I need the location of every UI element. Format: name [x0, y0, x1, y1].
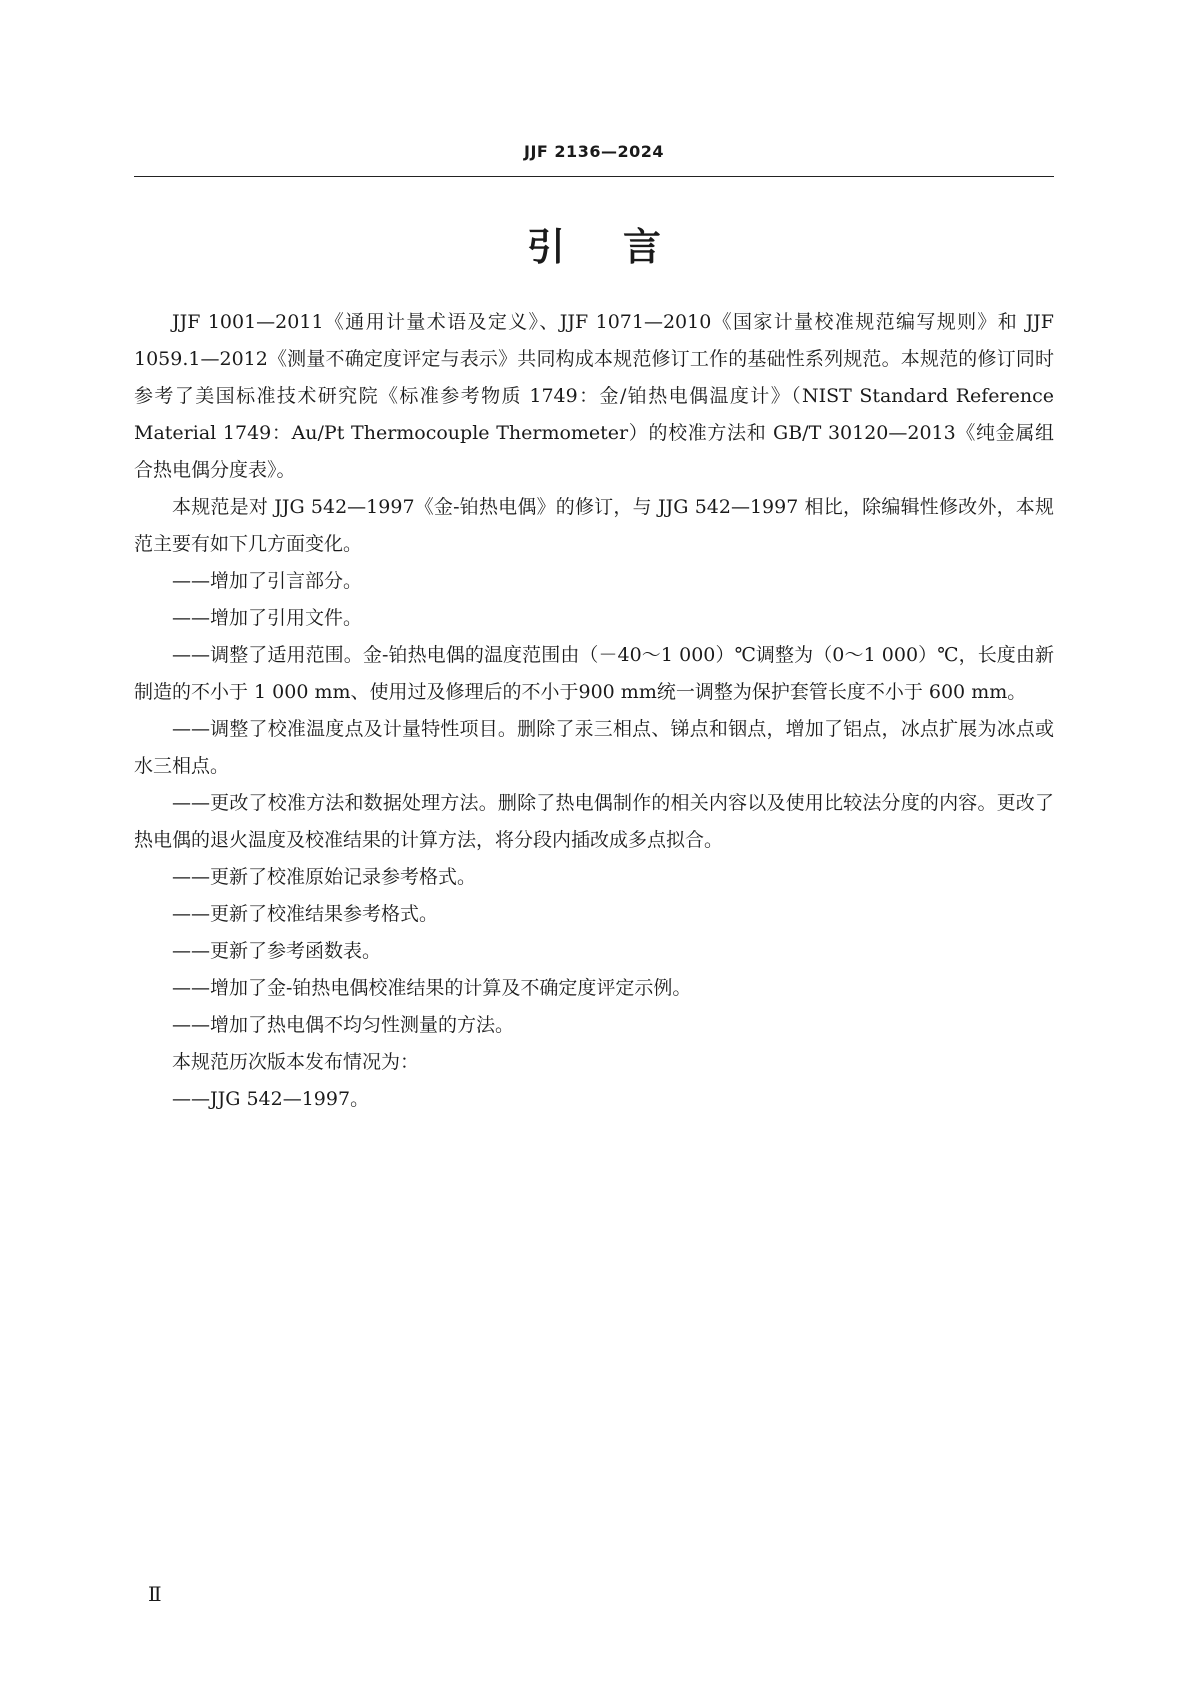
page-number: Ⅱ	[148, 1582, 162, 1606]
paragraph-version-history: 本规范历次版本发布情况为：	[172, 1051, 420, 1073]
change-item: ——更新了参考函数表。	[172, 940, 382, 962]
change-item: ——更新了校准结果参考格式。	[172, 903, 439, 925]
change-item: ——更新了校准原始记录参考格式。	[172, 866, 477, 888]
change-item: ——增加了引言部分。	[172, 570, 363, 592]
change-item: ——增加了引用文件。	[172, 607, 363, 629]
body-text	[134, 304, 1054, 1118]
section-title: 引言	[526, 225, 719, 269]
change-item: ——调整了校准温度点及计量特性项目。删除了汞三相点、锑点和铟点，增加了铝点，冰点扩展为冰点或水三相点。	[134, 718, 1054, 777]
change-item: ——调整了适用范围。金-铂热电偶的温度范围由（－40～1 000）℃调整为（0～1 000）℃，长度由新制造的不小于 1 000 mm、使用过及修理后的不小于900 mm统一调整为保护套管长度不小于 600 mm。	[134, 644, 1054, 703]
paragraph-revision-summary: 本规范是对 JJG 542—1997《金-铂热电偶》的修订，与 JJG 542—1997 相比，除编辑性修改外，本规范主要有如下几方面变化。	[134, 496, 1054, 555]
page-header	[134, 140, 1054, 177]
paragraph-references: JJF 1001—2011《通用计量术语及定义》、JJF 1071—2010《国家计量校准规范编写规则》和 JJF 1059.1—2012《测量不确定度评定与表示》共同构成本规范修订工作的基础性系列规范。本规范的修订同时参考了美国标准技术研究院《标准参考物质 1749：金/铂热电偶温度计》（NIST Standard Reference Material 1749：Au/Pt Thermocouple Thermometer）的校准方法和 GB/T 30120—2013《纯金属组合热电偶分度表》。	[134, 311, 1054, 481]
standard-code: JJF 2136—2024	[524, 142, 664, 161]
version-item: ——JJG 542—1997。	[172, 1088, 370, 1110]
change-item: ——增加了金-铂热电偶校准结果的计算及不确定度评定示例。	[172, 977, 692, 999]
change-item: ——更改了校准方法和数据处理方法。删除了热电偶制作的相关内容以及使用比较法分度的内容。更改了热电偶的退火温度及校准结果的计算方法，将分段内插改成多点拟合。	[134, 792, 1054, 851]
change-item: ——增加了热电偶不均匀性测量的方法。	[172, 1014, 515, 1036]
